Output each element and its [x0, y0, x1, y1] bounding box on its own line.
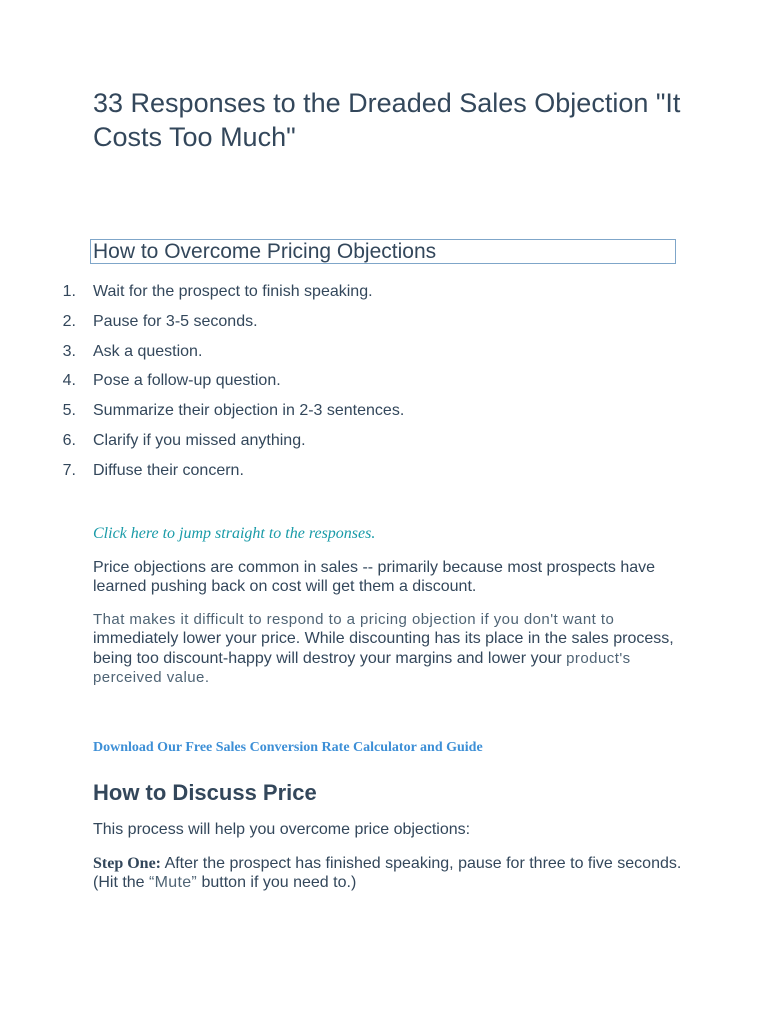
list-item	[0, 312, 768, 342]
list-item	[0, 371, 768, 401]
step-one-paragraph	[93, 854, 693, 892]
jump-to-responses-link[interactable]: Click here to jump straight to the responses.	[93, 525, 376, 542]
step-one-note-post: button if you need to.)	[197, 874, 357, 891]
discount-paragraph	[93, 610, 693, 687]
step-one-note-mute: “Mute”	[149, 874, 198, 891]
list-item-text: Clarify if you missed anything.	[93, 431, 306, 449]
list-item-number: 1.	[62, 283, 76, 300]
list-item-text: Pose a follow-up question.	[93, 372, 281, 390]
list-item-text: Ask a question.	[93, 342, 203, 360]
discount-paragraph-end: product's perceived value.	[93, 649, 631, 686]
list-item-text: Summarize their objection in 2-3 sentences.	[93, 402, 405, 420]
step-one-text: After the prospect has finished speaking, pause for three to five seconds.	[161, 855, 682, 872]
list-item-text: Wait for the prospect to finish speaking.	[93, 283, 373, 300]
section-intro: This process will help you overcome price objections:	[93, 821, 471, 838]
list-item	[0, 282, 768, 312]
list-item-number: 4.	[62, 372, 76, 390]
list-item-text: Diffuse their concern.	[93, 461, 244, 479]
list-item-number: 6.	[62, 431, 76, 449]
list-item-text: Pause for 3-5 seconds.	[93, 312, 258, 330]
page-title: 33 Responses to the Dreaded Sales Objection "It Costs Too Much"	[93, 88, 681, 152]
discount-paragraph-line1: That makes it difficult to respond to a pricing objection if you don't want to	[93, 611, 615, 628]
list-item	[0, 431, 768, 461]
list-item	[0, 401, 768, 431]
discount-paragraph-middle: immediately lower your price. While discounting has its place in the sales process, being too discount-happy will destroy your margins and lower your	[93, 630, 674, 667]
toc-heading: How to Overcome Pricing Objections	[93, 240, 437, 263]
list-item-number: 2.	[62, 312, 76, 330]
step-one-label: Step One:	[93, 855, 161, 872]
list-item-number: 3.	[62, 342, 76, 360]
list-item	[0, 461, 768, 491]
download-calculator-link[interactable]: Download Our Free Sales Conversion Rate Calculator and Guide	[93, 740, 483, 755]
list-item	[0, 342, 768, 372]
steps-list	[0, 282, 768, 491]
list-item-number: 7.	[62, 461, 76, 479]
intro-paragraph: Price objections are common in sales -- primarily because most prospects have learned pushing back on cost will get them a discount.	[93, 559, 656, 596]
step-one-note-pre: (Hit the	[93, 874, 150, 891]
list-item-number: 5.	[62, 402, 76, 420]
section-heading: How to Discuss Price	[93, 780, 317, 805]
